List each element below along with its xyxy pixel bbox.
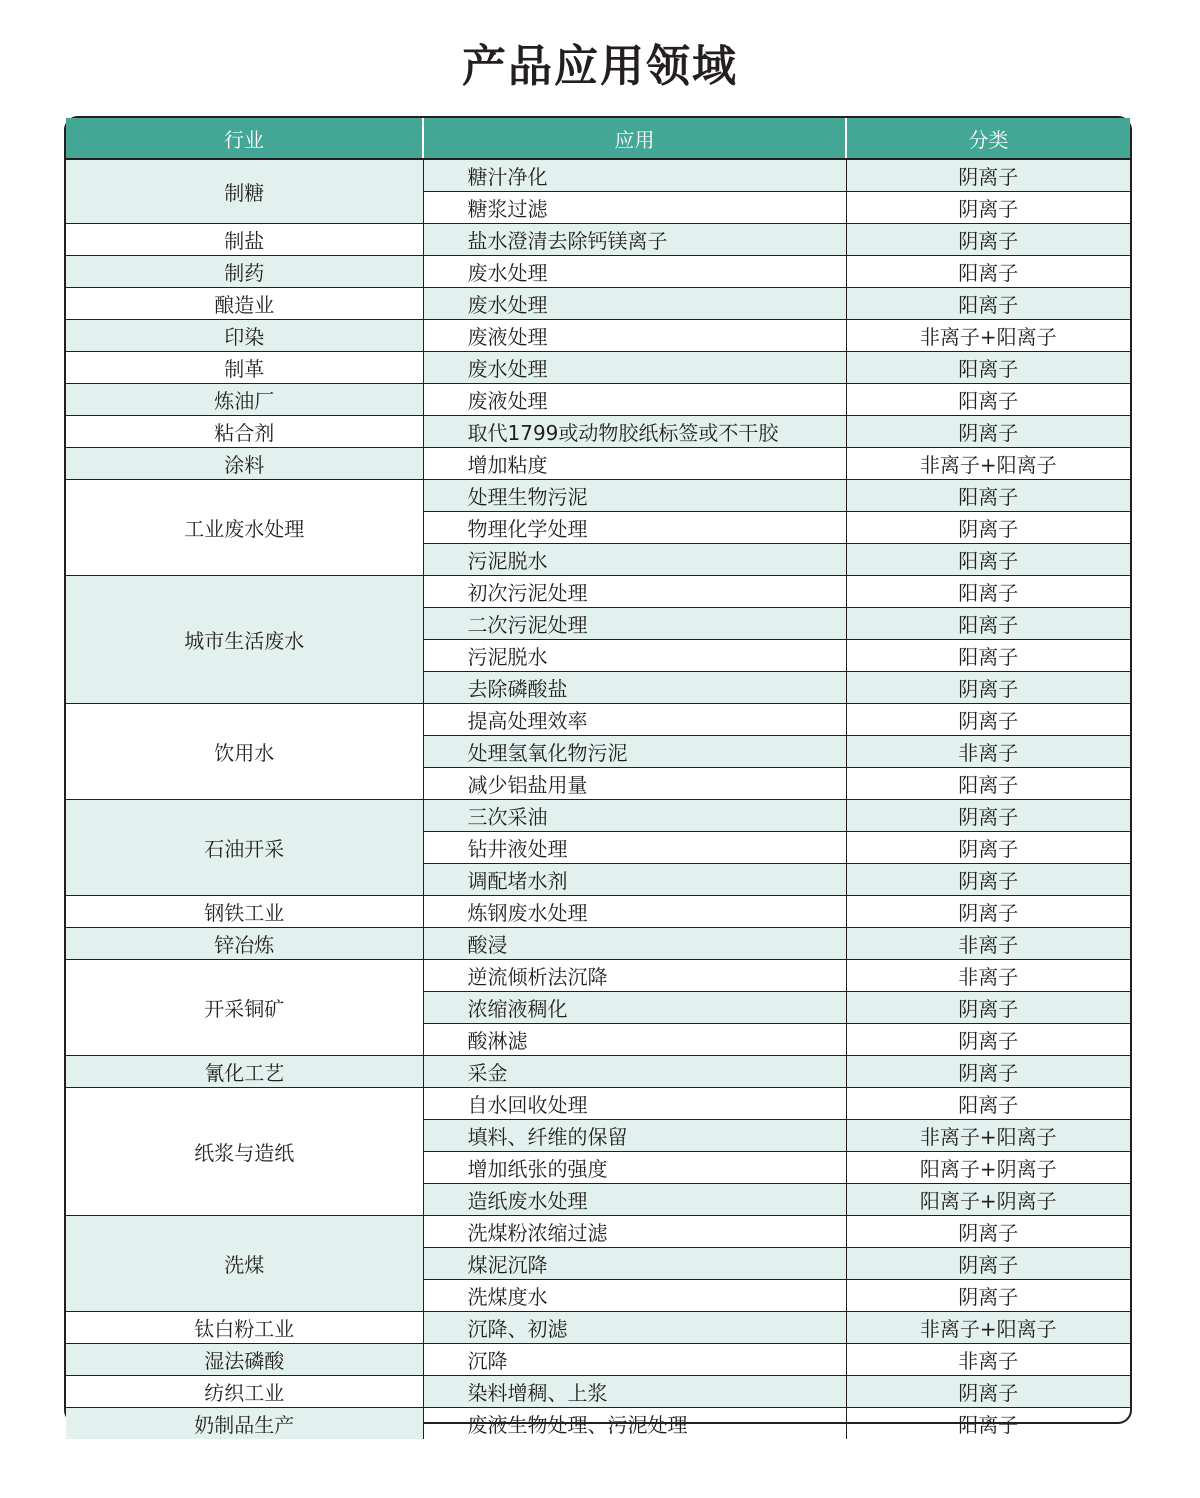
application-cell: 提高处理效率 — [423, 704, 846, 736]
page-title: 产品应用领域 — [462, 41, 738, 92]
category-cell: 阴离子 — [846, 416, 1130, 448]
application-cell: 废水处理 — [423, 288, 846, 320]
category-cell: 阴离子 — [846, 672, 1130, 704]
table-row — [66, 1088, 1130, 1120]
table-row — [66, 416, 1130, 448]
category-cell: 阴离子 — [846, 1376, 1130, 1408]
table-body — [66, 159, 1130, 1439]
table-row — [66, 1376, 1130, 1408]
table-row — [66, 256, 1130, 288]
category-cell: 阳离子 — [846, 640, 1130, 672]
category-cell: 阳离子 — [846, 576, 1130, 608]
industry-cell: 城市生活废水 — [66, 576, 423, 704]
application-cell: 三次采油 — [423, 800, 846, 832]
industry-cell: 纺织工业 — [66, 1376, 423, 1408]
table-row — [66, 159, 1130, 192]
category-cell: 阳离子+阴离子 — [846, 1152, 1130, 1184]
application-cell: 去除磷酸盐 — [423, 672, 846, 704]
industry-cell: 制革 — [66, 352, 423, 384]
application-cell: 处理氢氧化物污泥 — [423, 736, 846, 768]
industry-cell: 锌冶炼 — [66, 928, 423, 960]
table-row — [66, 1056, 1130, 1088]
application-cell: 逆流倾析法沉降 — [423, 960, 846, 992]
application-cell: 取代1799或动物胶纸标签或不干胶 — [423, 416, 846, 448]
application-cell: 造纸废水处理 — [423, 1184, 846, 1216]
category-cell: 阴离子 — [846, 1056, 1130, 1088]
category-cell: 阳离子 — [958, 1413, 1019, 1437]
category-cell: 阴离子 — [846, 864, 1130, 896]
table-row — [66, 960, 1130, 992]
application-cell: 酸淋滤 — [423, 1024, 846, 1056]
industry-cell: 制药 — [66, 256, 423, 288]
category-cell: 非离子+阳离子 — [846, 1312, 1130, 1344]
category-cell: 阴离子 — [846, 704, 1130, 736]
table-row — [66, 288, 1130, 320]
category-cell: 阴离子 — [846, 224, 1130, 256]
application-cell: 废水处理 — [423, 256, 846, 288]
application-cell: 污泥脱水 — [423, 544, 846, 576]
industry-cell: 钛白粉工业 — [66, 1312, 423, 1344]
application-cell: 染料增稠、上浆 — [423, 1376, 846, 1408]
category-cell: 阴离子 — [846, 512, 1130, 544]
application-cell: 处理生物污泥 — [423, 480, 846, 512]
application-cell: 二次污泥处理 — [423, 608, 846, 640]
category-cell: 阴离子 — [846, 1024, 1130, 1056]
category-cell: 阴离子 — [846, 1248, 1130, 1280]
table-row — [66, 480, 1130, 512]
table-row — [66, 320, 1130, 352]
application-cell: 废液处理 — [423, 320, 846, 352]
application-cell: 糖汁净化 — [423, 159, 846, 192]
table-row — [66, 800, 1130, 832]
category-cell: 阴离子 — [846, 192, 1130, 224]
category-cell: 阳离子 — [846, 384, 1130, 416]
category-cell: 阳离子 — [846, 288, 1130, 320]
application-cell: 煤泥沉降 — [423, 1248, 846, 1280]
industry-cell: 制盐 — [66, 224, 423, 256]
category-cell: 阳离子 — [846, 608, 1130, 640]
column-header-industry: 行业 — [66, 118, 423, 159]
category-cell: 阳离子 — [846, 352, 1130, 384]
category-cell: 阴离子 — [846, 896, 1130, 928]
application-cell: 酸浸 — [423, 928, 846, 960]
table-row — [66, 224, 1130, 256]
category-cell: 阳离子 — [846, 768, 1130, 800]
category-cell: 阴离子 — [846, 1216, 1130, 1248]
industry-cell: 开采铜矿 — [66, 960, 423, 1056]
application-cell: 物理化学处理 — [423, 512, 846, 544]
category-cell: 阳离子 — [846, 544, 1130, 576]
application-cell: 填料、纤维的保留 — [423, 1120, 846, 1152]
category-cell: 非离子 — [846, 928, 1130, 960]
table-row — [66, 576, 1130, 608]
application-cell: 调配堵水剂 — [423, 864, 846, 896]
application-cell: 沉降 — [423, 1344, 846, 1376]
category-cell: 阴离子 — [846, 800, 1130, 832]
column-header-category: 分类 — [846, 118, 1130, 159]
table-row — [66, 704, 1130, 736]
application-cell: 废水处理 — [423, 352, 846, 384]
application-cell: 减少铝盐用量 — [423, 768, 846, 800]
application-cell: 沉降、初滤 — [423, 1312, 846, 1344]
industry-cell: 工业废水处理 — [66, 480, 423, 576]
application-cell: 洗煤度水 — [423, 1280, 846, 1312]
category-cell: 阴离子 — [846, 832, 1130, 864]
application-cell: 自水回收处理 — [423, 1088, 846, 1120]
application-cell: 初次污泥处理 — [423, 576, 846, 608]
table-row — [66, 1216, 1130, 1248]
application-cell: 盐水澄清去除钙镁离子 — [423, 224, 846, 256]
category-cell: 非离子 — [846, 1344, 1130, 1376]
industry-cell: 纸浆与造纸 — [66, 1088, 423, 1216]
category-cell: 非离子+阳离子 — [846, 320, 1130, 352]
category-cell: 非离子 — [846, 736, 1130, 768]
industry-cell: 制糖 — [66, 159, 423, 224]
category-cell: 阳离子 — [846, 480, 1130, 512]
table-row — [66, 896, 1130, 928]
industry-cell: 粘合剂 — [66, 416, 423, 448]
category-cell: 阴离子 — [846, 1280, 1130, 1312]
industry-cell: 石油开采 — [66, 800, 423, 896]
industry-cell: 洗煤 — [66, 1216, 423, 1312]
category-cell: 阴离子 — [846, 159, 1130, 192]
application-cell: 增加粘度 — [423, 448, 846, 480]
industry-cell: 印染 — [66, 320, 423, 352]
industry-cell: 湿法磷酸 — [66, 1344, 423, 1376]
column-header-application: 应用 — [423, 118, 846, 159]
application-cell: 洗煤粉浓缩过滤 — [423, 1216, 846, 1248]
application-cell: 浓缩液稠化 — [423, 992, 846, 1024]
category-cell: 阳离子+阴离子 — [846, 1184, 1130, 1216]
application-cell: 采金 — [423, 1056, 846, 1088]
industry-cell: 饮用水 — [66, 704, 423, 800]
table-row — [66, 1312, 1130, 1344]
application-cell: 炼钢废水处理 — [423, 896, 846, 928]
category-cell: 阳离子 — [846, 1088, 1130, 1120]
industry-cell: 氰化工艺 — [66, 1056, 423, 1088]
category-cell: 非离子+阳离子 — [846, 1120, 1130, 1152]
industry-cell: 奶制品生产 — [66, 1408, 423, 1440]
industry-cell: 涂料 — [66, 448, 423, 480]
table-row — [66, 384, 1130, 416]
application-cell: 废液处理 — [423, 384, 846, 416]
category-cell: 非离子+阳离子 — [846, 448, 1130, 480]
application-cell: 废液生物处理、污泥处理 — [423, 1408, 846, 1440]
application-cell: 污泥脱水 — [423, 640, 846, 672]
application-table — [64, 116, 1132, 1437]
table-row — [66, 448, 1130, 480]
table-row — [66, 928, 1130, 960]
category-cell: 非离子 — [846, 960, 1130, 992]
table-header-row — [66, 118, 1130, 159]
industry-cell: 酿造业 — [66, 288, 423, 320]
industry-cell: 炼油厂 — [66, 384, 423, 416]
table-row — [66, 1408, 1130, 1440]
table-row — [66, 352, 1130, 384]
category-cell: 阴离子 — [846, 992, 1130, 1024]
application-cell: 增加纸张的强度 — [423, 1152, 846, 1184]
category-cell: 阳离子 — [846, 256, 1130, 288]
application-cell: 糖浆过滤 — [423, 192, 846, 224]
industry-cell: 钢铁工业 — [66, 896, 423, 928]
application-cell: 钻井液处理 — [423, 832, 846, 864]
table-row — [66, 1344, 1130, 1376]
